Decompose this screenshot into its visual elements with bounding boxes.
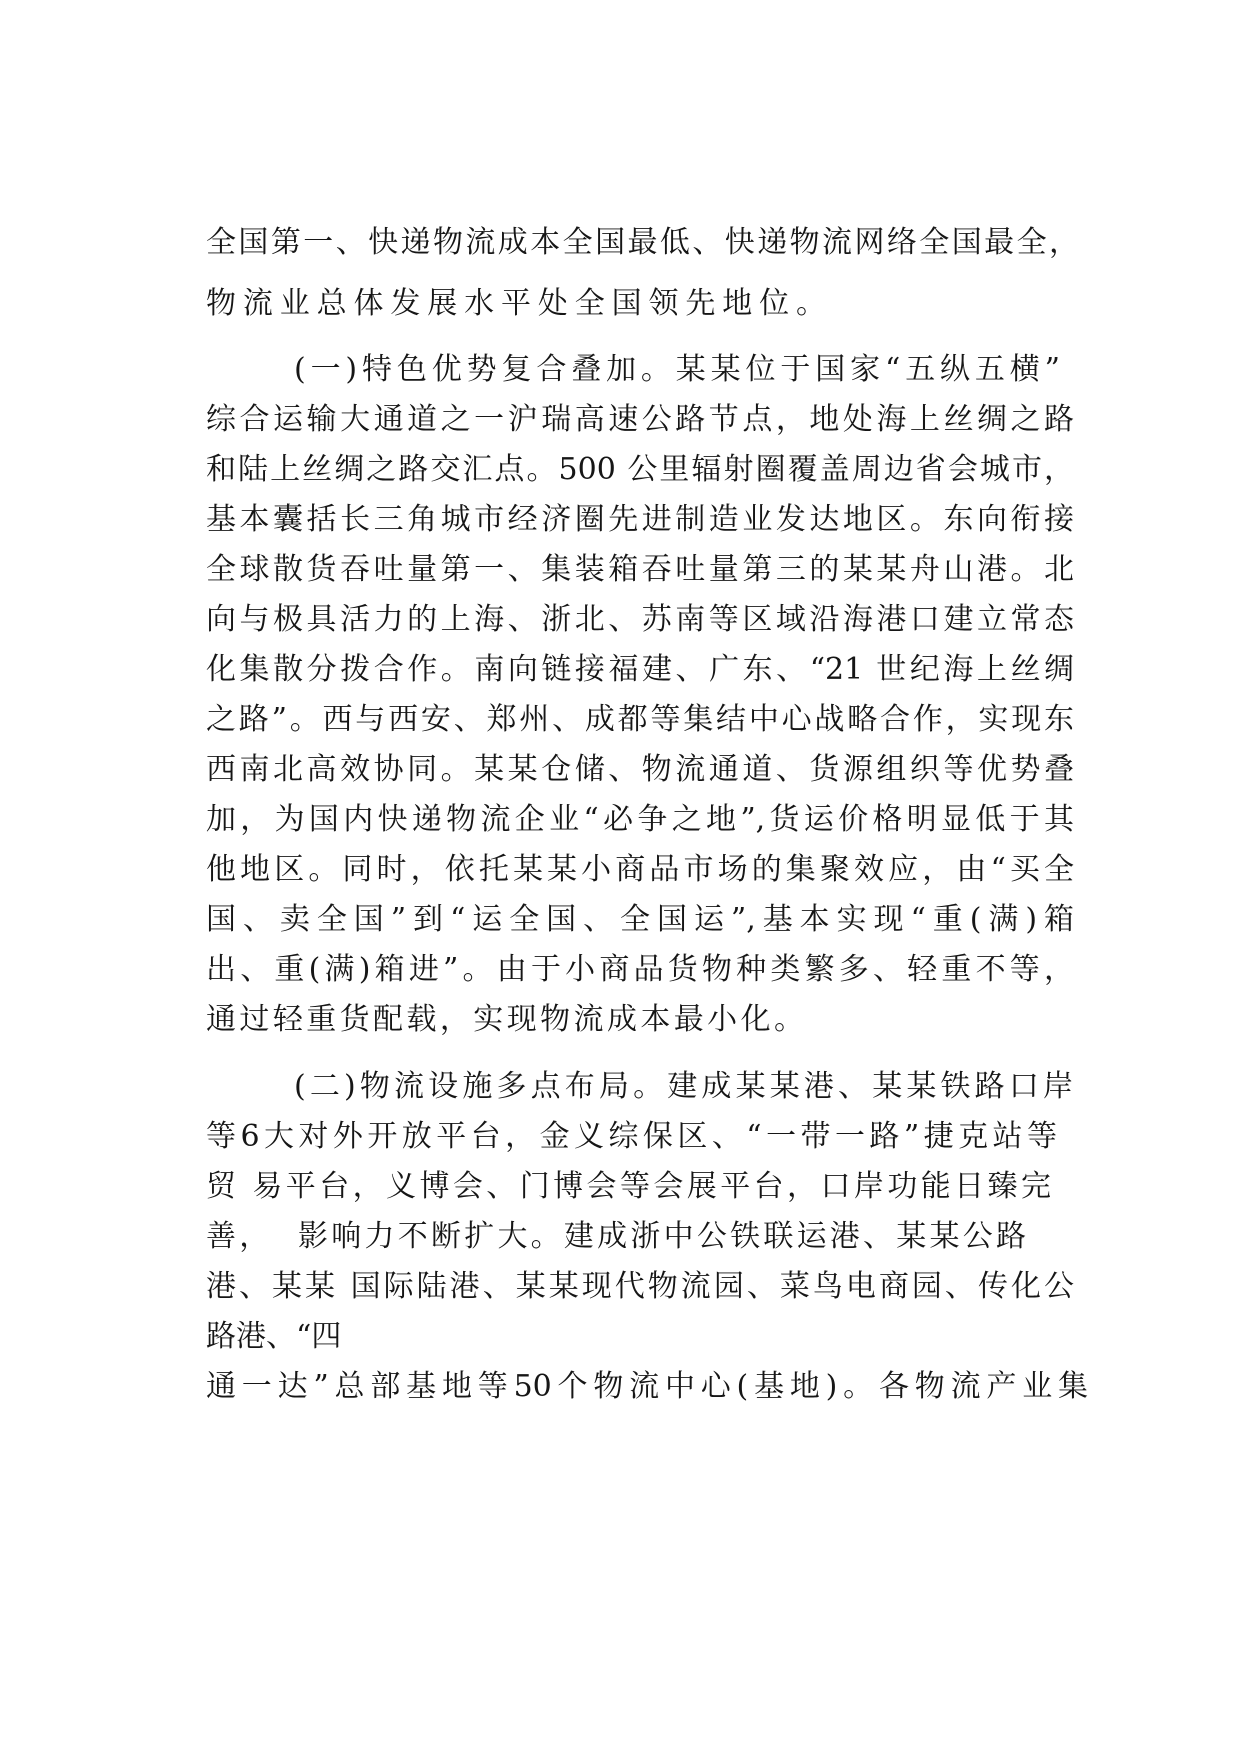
section-heading-line: (一)特色优势复合叠加。某某位于国家“五纵五横” <box>294 352 1060 387</box>
text-line: 化集散分拨合作。南向链接福建、广东、“21 世纪海上丝绸 <box>206 652 1074 687</box>
text-line: 港、某某 国际陆港、某某现代物流园、菜鸟电商园、传化公 <box>206 1269 1074 1304</box>
text-line: 全球散货吞吐量第一、集装箱吞吐量第三的某某舟山港。北 <box>206 552 1074 587</box>
text-line: 基本囊括长三角城市经济圈先进制造业发达地区。东向衔接 <box>206 502 1074 537</box>
paragraph-special-advantages <box>206 345 1096 1045</box>
text-line: 西南北高效协同。某某仓储、物流通道、货源组织等优势叠 <box>206 752 1074 787</box>
body-text <box>206 212 1096 1412</box>
text-line: 加，为国内快递物流企业“必争之地”,货运价格明显低于其 <box>206 802 1074 837</box>
paragraph-logistics-facilities <box>206 1062 1096 1412</box>
text-line: 国、卖全国”到“运全国、全国运”,基本实现“重(满)箱 <box>206 902 1074 937</box>
text-line: 之路”。西与西安、郑州、成都等集结中心战略合作，实现东 <box>206 702 1074 737</box>
section-heading-line: (二)物流设施多点布局。建成某某港、某某铁路口岸 <box>294 1069 1073 1104</box>
text-line: 通一达”总部基地等50个物流中心(基地)。各物流产业集 <box>206 1369 1088 1404</box>
text-line: 善， 影响力不断扩大。建成浙中公铁联运港、某某公路 <box>206 1219 1026 1254</box>
text-line: 全国第一、快递物流成本全国最低、快递物流网络全国最全， <box>206 225 1079 260</box>
text-line: 向与极具活力的上海、浙北、苏南等区域沿海港口建立常态 <box>206 602 1074 637</box>
text-line: 等6大对外开放平台，金义综保区、“一带一路”捷克站等 <box>206 1119 1057 1154</box>
text-line: 综合运输大通道之一沪瑞高速公路节点，地处海上丝绸之路 <box>206 402 1074 437</box>
text-line: 通过轻重货配载，实现物流成本最小化。 <box>206 1002 804 1037</box>
paragraph-continuation <box>206 212 1096 334</box>
text-line: 他地区。同时，依托某某小商品市场的集聚效应，由“买全 <box>206 852 1074 887</box>
text-line: 物流业总体发展水平处全国领先地位。 <box>206 286 826 321</box>
text-line: 和陆上丝绸之路交汇点。500 公里辐射圈覆盖周边省会城市， <box>206 452 1074 487</box>
text-line: 路港、“四 <box>206 1319 342 1354</box>
text-line: 贸 易平台，义博会、门博会等会展平台，口岸功能日臻完 <box>206 1169 1051 1204</box>
text-line: 出、重(满)箱进”。由于小商品货物种类繁多、轻重不等， <box>206 952 1074 987</box>
